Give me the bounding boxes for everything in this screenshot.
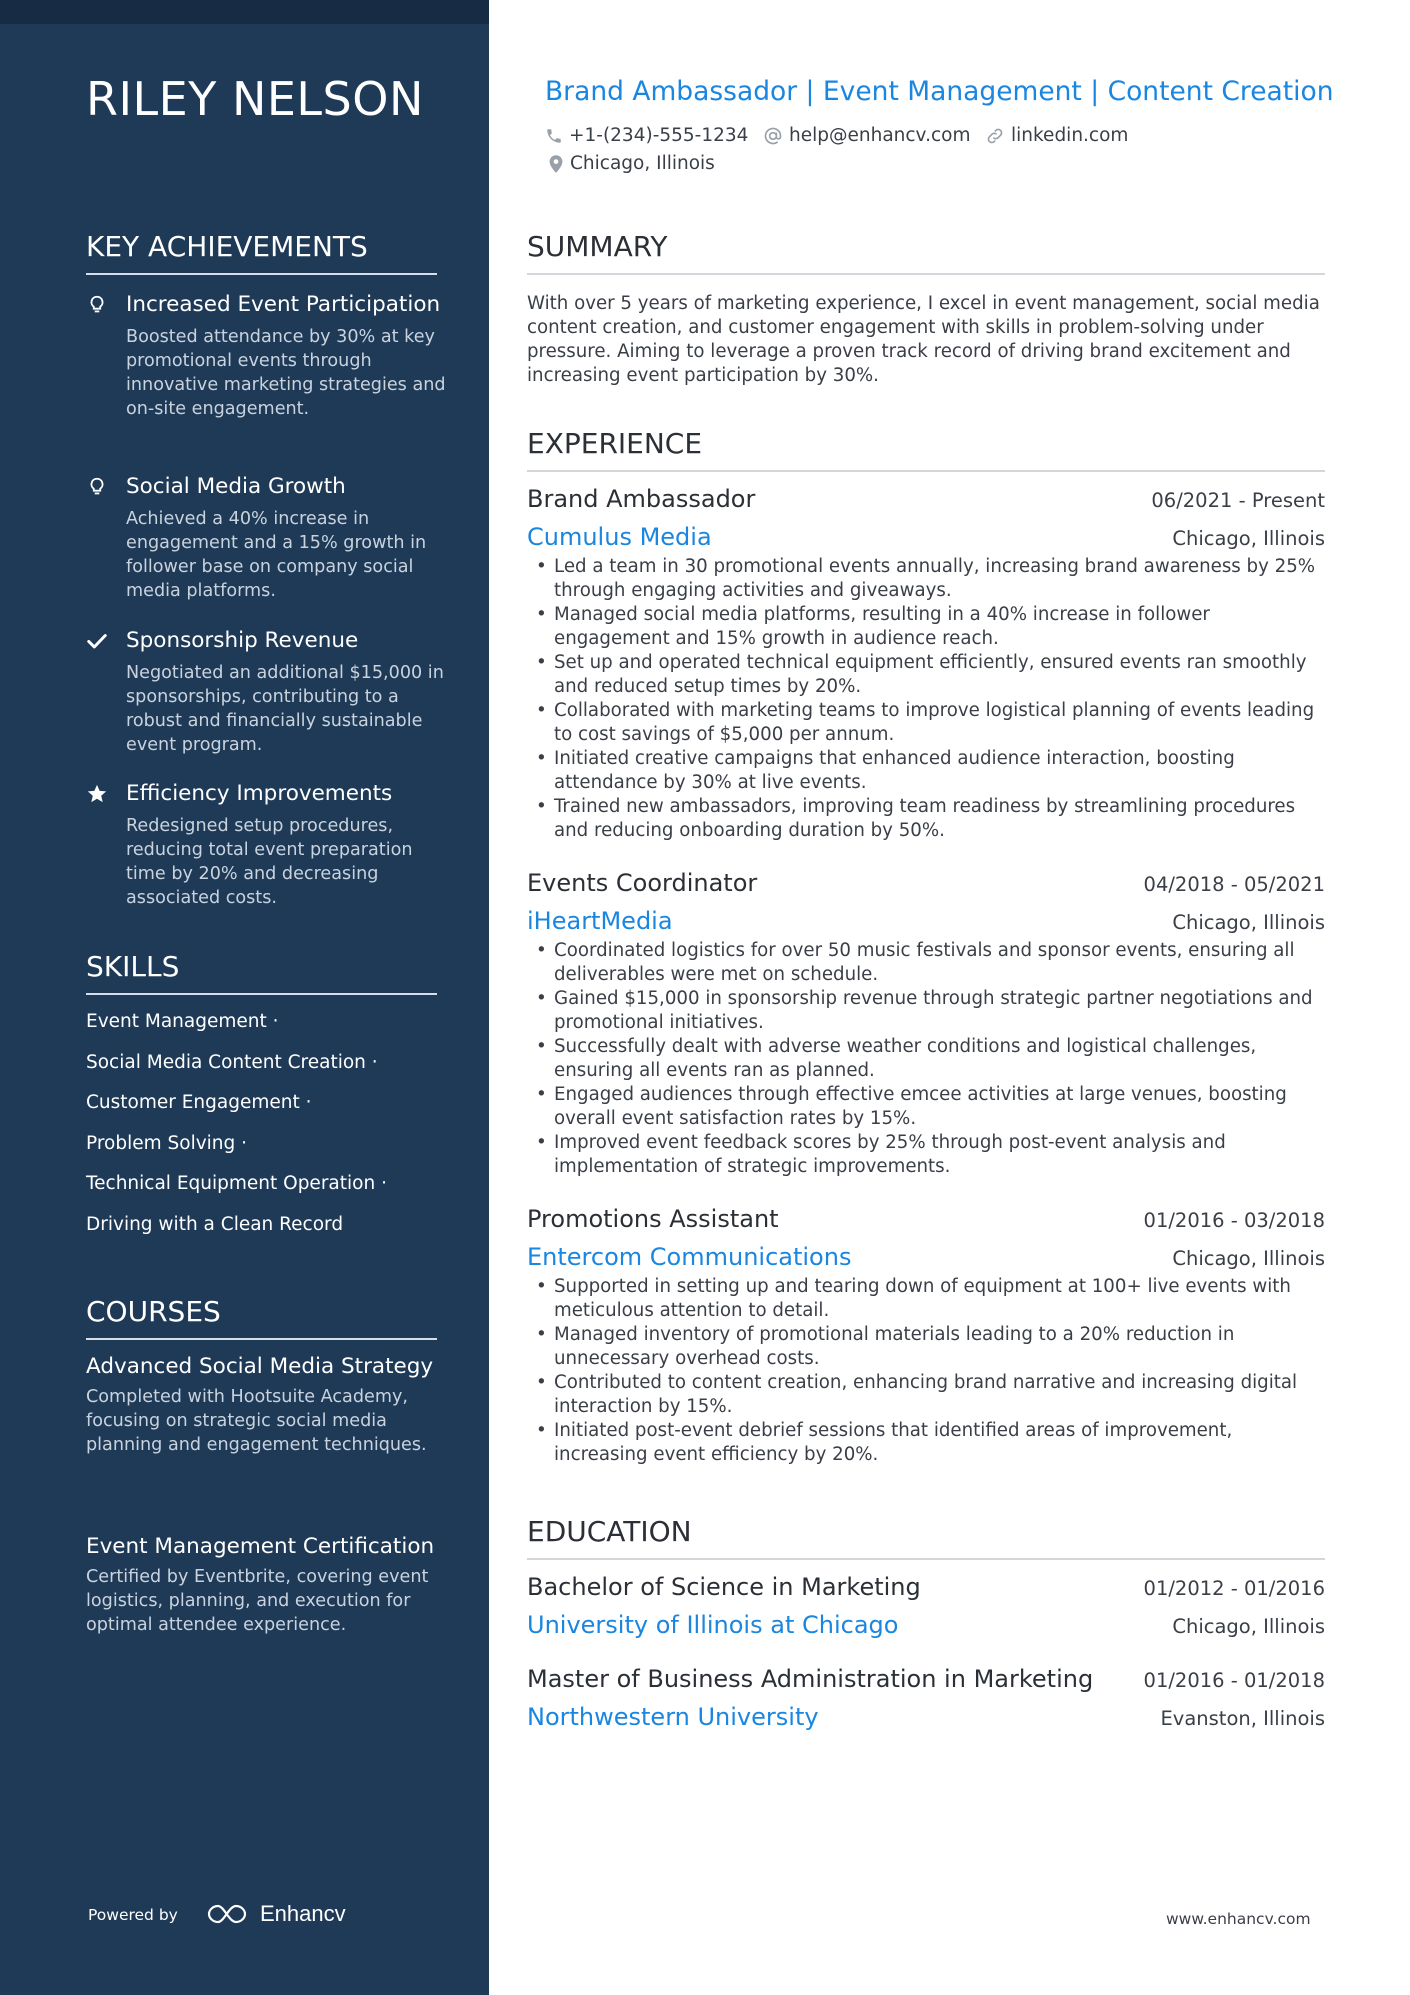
bullet-item: • Led a team in 30 promotional events annually, increasing brand awareness by 25% through engaging activities and giveaways. [527, 555, 1325, 603]
job-dates: 04/2018 - 05/2021 [1143, 873, 1325, 896]
course-description: Completed with Hootsuite Academy, focusing on strategic social media planning and engagement techniques. [86, 1387, 427, 1455]
candidate-name: RILEY NELSON [86, 72, 424, 126]
achievements-heading: KEY ACHIEVEMENTS [86, 230, 437, 275]
contact-linkedin[interactable] [985, 125, 1128, 146]
bullet-item: • Successfully dealt with adverse weather conditions and logistical challenges, ensuring all events ran as planned. [527, 1035, 1325, 1083]
at-sign-icon [763, 126, 783, 146]
achievement-description: Boosted attendance by 30% at key promotional events through innovative marketing strategies and on-site engagement. [126, 327, 446, 419]
achievement-title: Efficiency Improvements [126, 781, 393, 806]
education-entry [527, 1573, 1325, 1639]
courses-heading: COURSES [86, 1295, 437, 1340]
bullet-item: • Coordinated logistics for over 50 music festivals and sponsor events, ensuring all deliverables were met on schedule. [527, 939, 1325, 987]
bullet-item: • Set up and operated technical equipment efficiently, ensured events ran smoothly and reduced setup times by 20%. [527, 651, 1325, 699]
enhancv-logo[interactable] [206, 1896, 366, 1932]
sidebar-top-bar [0, 0, 489, 24]
skill-item: Technical Equipment Operation · [86, 1173, 387, 1195]
school-name[interactable]: Northwestern University [527, 1703, 819, 1731]
achievement-description: Achieved a 40% increase in engagement and a 15% growth in follower base on company social media platforms. [126, 509, 427, 601]
bullet-item: • Supported in setting up and tearing down of equipment at 100+ live events with meticulous attention to detail. [527, 1275, 1325, 1323]
bullet-item: • Collaborated with marketing teams to improve logistical planning of events leading to cost savings of $5,000 per annum. [527, 699, 1325, 747]
school-location: Chicago, Illinois [1172, 1615, 1325, 1638]
skills-list [86, 1010, 446, 1254]
experience-heading: EXPERIENCE [527, 427, 1325, 472]
achievement-title: Sponsorship Revenue [126, 628, 359, 653]
achievement-item [86, 290, 446, 421]
bullet-item: • Initiated creative campaigns that enhanced audience interaction, boosting attendance by 30% at live events. [527, 747, 1325, 795]
education-entry [527, 1665, 1325, 1731]
job-entry [527, 1205, 1325, 1467]
job-role: Brand Ambassador [527, 485, 756, 513]
skill-item: Customer Engagement · [86, 1092, 312, 1114]
bullet-item: • Improved event feedback scores by 25% through post-event analysis and implementation of strategic improvements. [527, 1131, 1325, 1179]
location-pin-icon [548, 154, 564, 174]
bullet-item: • Trained new ambassadors, improving team readiness by streamlining procedures and reducing onboarding duration by 50%. [527, 795, 1325, 843]
job-entry [527, 869, 1325, 1179]
bullet-item: • Gained $15,000 in sponsorship revenue through strategic partner negotiations and promotional initiatives. [527, 987, 1325, 1035]
bullet-item: • Contributed to content creation, enhancing brand narrative and increasing digital interaction by 15%. [527, 1371, 1325, 1419]
bullet-item: • Initiated post-event debrief sessions that identified areas of improvement, increasing event efficiency by 20%. [527, 1419, 1325, 1467]
bullet-item: • Engaged audiences through effective emcee activities at large venues, boosting overall event satisfaction rates by 15%. [527, 1083, 1325, 1131]
summary-text: With over 5 years of marketing experience, I excel in event management, social media content creation, and customer engagement with skills in problem-solving under pressure. Aiming to leverage a proven track record of driving brand excitement and increasing event participation by 30%. [527, 293, 1320, 386]
achievement-description: Negotiated an additional $15,000 in sponsorships, contributing to a robust and financially sustainable event program. [126, 663, 444, 755]
location-text: Chicago, Illinois [570, 153, 715, 174]
job-company[interactable]: iHeartMedia [527, 907, 673, 935]
summary-heading: SUMMARY [527, 230, 1325, 275]
achievement-description: Redesigned setup procedures, reducing total event preparation time by 20% and decreasing associated costs. [126, 816, 413, 908]
achievement-title: Increased Event Participation [126, 292, 441, 317]
job-dates: 06/2021 - Present [1151, 489, 1325, 512]
infinity-logo-icon [206, 1900, 254, 1928]
contact-email[interactable] [763, 125, 970, 146]
skills-heading: SKILLS [86, 950, 437, 995]
headline: Brand Ambassador | Event Management | Content Creation [545, 76, 1334, 107]
achievement-item [86, 472, 446, 603]
job-entry [527, 485, 1325, 843]
contact-phone[interactable] [545, 125, 748, 146]
degree-title: Bachelor of Science in Marketing [527, 1573, 921, 1601]
star-icon [86, 783, 108, 805]
achievement-title: Social Media Growth [126, 474, 346, 499]
bullet-item: • Managed social media platforms, resulting in a 40% increase in follower engagement and 15% growth in audience reach. [527, 603, 1325, 651]
job-location: Chicago, Illinois [1172, 527, 1325, 550]
course-title: Advanced Social Media Strategy [86, 1354, 434, 1379]
job-company[interactable]: Cumulus Media [527, 523, 712, 551]
job-bullets [527, 939, 1325, 1179]
sidebar [0, 0, 489, 1995]
phone-icon [545, 127, 563, 145]
lightbulb-icon [86, 476, 108, 498]
email-text: help@enhancv.com [789, 125, 971, 146]
job-bullets [527, 1275, 1325, 1467]
job-bullets [527, 555, 1325, 843]
course-item [86, 1532, 441, 1637]
contact-location [548, 153, 715, 174]
footer-url[interactable]: www.enhancv.com [1166, 1910, 1311, 1928]
bullet-item: • Managed inventory of promotional materials leading to a 20% reduction in unnecessary overhead costs. [527, 1323, 1325, 1371]
degree-title: Master of Business Administration in Marketing [527, 1665, 1094, 1693]
achievement-item [86, 626, 446, 757]
achievement-item [86, 779, 446, 910]
school-location: Evanston, Illinois [1160, 1707, 1325, 1730]
checkmark-icon [86, 630, 108, 652]
link-icon [985, 126, 1005, 146]
job-company[interactable]: Entercom Communications [527, 1243, 852, 1271]
phone-text: +1-(234)-555-1234 [569, 125, 749, 146]
lightbulb-icon [86, 294, 108, 316]
education-heading: EDUCATION [527, 1515, 1325, 1560]
education-dates: 01/2016 - 01/2018 [1143, 1669, 1325, 1692]
skill-item: Social Media Content Creation · [86, 1051, 378, 1073]
job-location: Chicago, Illinois [1172, 911, 1325, 934]
job-role: Events Coordinator [527, 869, 758, 897]
job-role: Promotions Assistant [527, 1205, 779, 1233]
skill-item: Problem Solving · [86, 1132, 248, 1154]
linkedin-text: linkedin.com [1011, 125, 1129, 146]
job-location: Chicago, Illinois [1172, 1247, 1325, 1270]
course-title: Event Management Certification [86, 1534, 435, 1559]
powered-by-label: Powered by [88, 1906, 178, 1924]
education-dates: 01/2012 - 01/2016 [1143, 1577, 1325, 1600]
enhancv-logo-text: Enhancv [260, 1901, 346, 1926]
course-description: Certified by Eventbrite, covering event logistics, planning, and execution for optimal attendee experience. [86, 1567, 429, 1635]
skill-item: Event Management · [86, 1011, 279, 1032]
school-name[interactable]: University of Illinois at Chicago [527, 1611, 899, 1639]
course-item [86, 1352, 441, 1457]
job-dates: 01/2016 - 03/2018 [1143, 1209, 1325, 1232]
skill-item: Driving with a Clean Record [86, 1213, 344, 1235]
